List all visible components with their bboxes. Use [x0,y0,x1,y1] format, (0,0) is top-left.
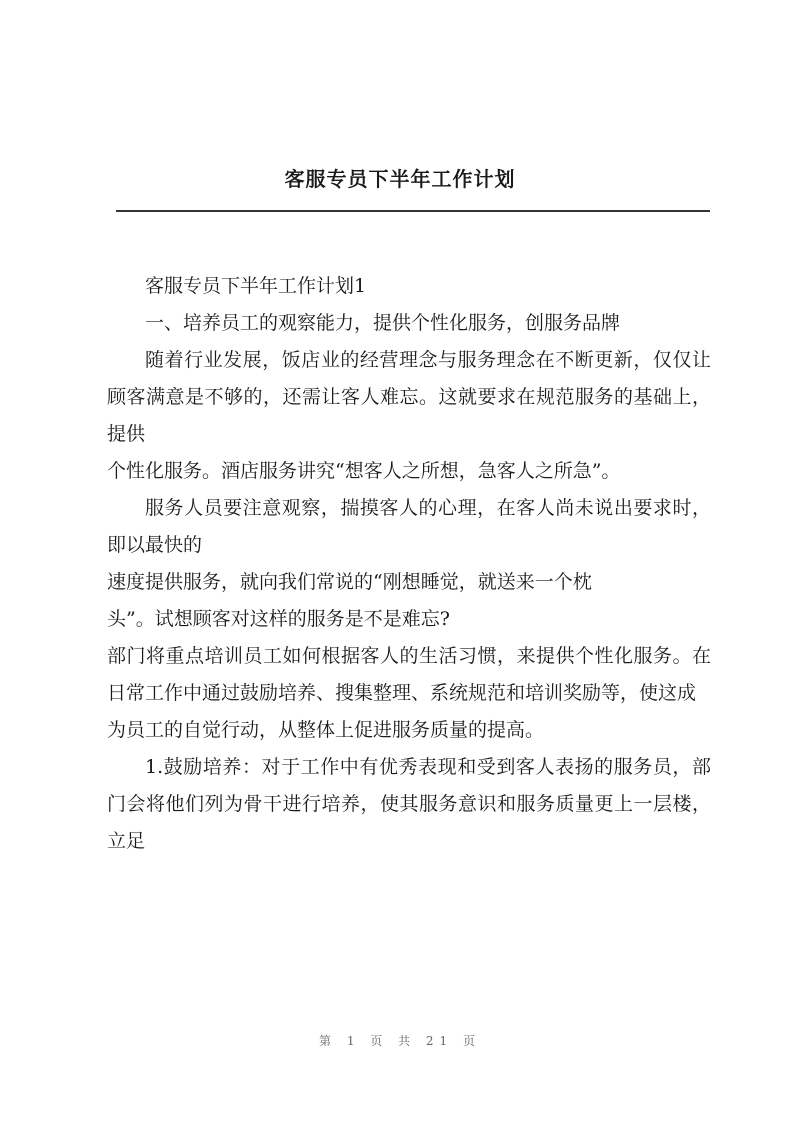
paragraph: 服务人员要注意观察，揣摸客人的心理，在客人尚未说出要求时，即以最快的 [107,497,711,556]
paragraph: 为员工的自觉行动，从整体上促进服务质量的提高。 [107,719,545,741]
paragraph: 速度提供服务，就向我们常说的“刚想睡觉，就送来一个枕 [107,571,592,593]
section-heading: 客服专员下半年工作计划1 [145,275,367,297]
document-body [107,268,711,860]
paragraph: 部门将重点培训员工如何根据客人的生活习惯，来提供个性化服务。在日常工作中通过鼓励培养、搜集整理、系统规范和培训奖励等，使这成 [107,645,711,704]
title-divider [116,210,710,212]
paragraph: 个性化服务。酒店服务讲究“想客人之所想，急客人之所急”。 [107,460,621,482]
paragraph: 头”。试想顾客对这样的服务是不是难忘? [107,608,450,630]
page-number-footer: 第 1 页 共 21 页 [319,1034,481,1048]
paragraph: 随着行业发展，饭店业的经营理念与服务理念在不断更新，仅仅让顾客满意是不够的，还需让客人难忘。这就要求在规范服务的基础上，提供 [107,349,711,445]
paragraph: 1.鼓励培养：对于工作中有优秀表现和受到客人表扬的服务员，部门会将他们列为骨干进行培养，使其服务意识和服务质量更上一层楼，立足 [107,756,711,852]
page-title: 客服专员下半年工作计划 [284,167,516,191]
subsection-heading: 一、培养员工的观察能力，提供个性化服务，创服务品牌 [145,312,621,334]
